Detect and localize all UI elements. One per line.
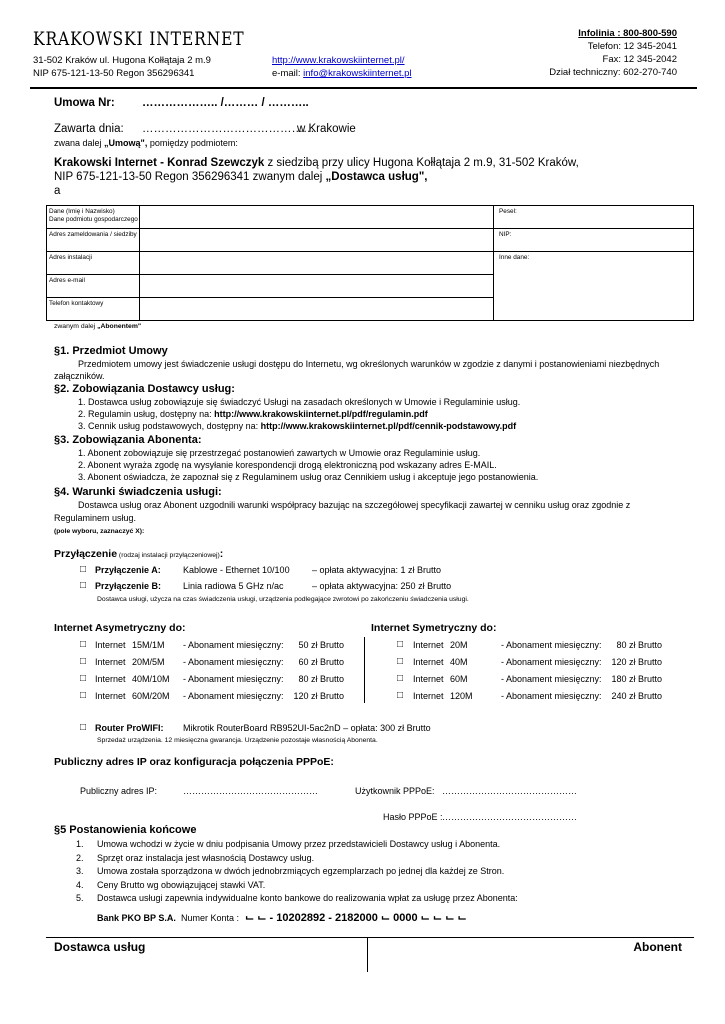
s4-note: (pole wyboru, zaznaczyć X):	[54, 528, 145, 535]
s4-title: §4. Warunki świadczenia usługi:	[54, 486, 222, 498]
provider-ids: NIP 675-121-13-50 Regon 356296341 zwanym dalej	[54, 171, 326, 183]
ip-title: Publiczny adres IP oraz konfiguracja połączenia PPPoE:	[54, 756, 334, 768]
connection-a-desc: Kablowe - Ethernet 10/100	[183, 565, 290, 575]
client-name-label-2: Dane podmiotu gospodarczego	[49, 215, 138, 223]
sym-checkbox-1[interactable]: □	[397, 656, 404, 667]
connection-b-name: Przyłączenie B:	[95, 581, 162, 591]
asym-speed-1: 20M/5M	[132, 657, 165, 667]
phone: Telefon: 12 345-2041	[587, 41, 677, 52]
provider-address: z siedzibą przy ulicy Hugona Kołłątaja 2 m.9, 31-502 Kraków,	[264, 157, 579, 169]
sym-title: Internet Symetryczny do:	[371, 622, 497, 634]
s5-item-text-2: Umowa została sporządzona w dwóch jednobrzmiących egzemplarzach po jednej dla każdej ze Stron.	[97, 866, 505, 876]
asym-price-1: 60 zł Brutto	[298, 657, 344, 667]
packages-divider	[364, 637, 365, 703]
s1-title: §1. Przedmiot Umowy	[54, 345, 168, 357]
sym-price-2: 180 zł Brutto	[611, 674, 662, 684]
s1-text-1: Przedmiotem umowy jest świadczenie usługi dostępu do Internetu, wg określonych warunków w zgodzie z danymi i postanowieniami niezbędnych	[78, 359, 660, 369]
s2-item-3	[78, 421, 516, 431]
sym-price-1: 120 zł Brutto	[611, 657, 662, 667]
s3-item-1: 1. Abonent zobowiązuje się przestrzegać postanowień zawartych w Umowie oraz Regulaminie usług.	[78, 448, 481, 458]
connection-title-text: Przyłączenie	[54, 548, 118, 560]
called-suffix: pomiędzy podmiotem:	[147, 138, 238, 148]
sym-name-3: Internet	[413, 691, 444, 701]
s5-item-text-4: Dostawca usługi zapewnia indywidualne konto bankowe do realizowania wpłat za usługę przez Abonenta:	[97, 893, 518, 903]
asym-price-3: 120 zł Brutto	[293, 691, 344, 701]
account-value: ⌙ ⌙ - 10202892 - 2182000 ⌙ 0000 ⌙ ⌙ ⌙ ⌙	[245, 912, 467, 924]
s3-item-2: 2. Abonent wyraża zgodę na wysyłanie korespondencji drogą elektroniczną pod wskazany adres E-MAIL.	[78, 460, 497, 470]
client-install-address-label: Adres instalacji	[49, 254, 92, 261]
client-pesel-label: Pesel:	[499, 208, 517, 215]
sym-label-1: - Abonament miesięczny:	[501, 657, 602, 667]
asym-speed-3: 60M/20M	[132, 691, 170, 701]
sym-checkbox-2[interactable]: □	[397, 673, 404, 684]
pppoe-user-value[interactable]: ………………………………………	[442, 786, 577, 796]
asym-checkbox-0[interactable]: □	[80, 639, 87, 650]
contract-number-label: Umowa Nr:	[54, 97, 115, 109]
sym-speed-2: 60M	[450, 674, 468, 684]
asym-price-2: 80 zł Brutto	[298, 674, 344, 684]
footer-split	[367, 937, 368, 972]
router-name: Router ProWIFI:	[95, 723, 164, 733]
s2-item-2-prefix: 2. Regulamin usług, dostępny na:	[78, 409, 215, 419]
s2-item-1: 1. Dostawca usług zobowiązuje się świadczyć Usługi na zasadach określonych w Umowie i Regulaminie usług.	[78, 397, 521, 407]
asym-label-2: - Abonament miesięczny:	[183, 674, 284, 684]
asym-checkbox-2[interactable]: □	[80, 673, 87, 684]
contract-date-value: ………………………………………	[142, 123, 315, 135]
pppoe-pass-label: Hasło PPPoE :	[383, 812, 443, 822]
company-logo: KRAKOWSKI INTERNET	[33, 28, 245, 50]
asym-name-1: Internet	[95, 657, 126, 667]
called-prefix: zwana dalej	[54, 138, 105, 148]
client-other-label: Inne dane:	[499, 254, 530, 261]
asym-speed-2: 40M/10M	[132, 674, 170, 684]
regulamin-link[interactable]: http://www.krakowskiinternet.pl/pdf/regulamin.pdf	[214, 409, 428, 419]
s5-item-number-2: 3.	[76, 866, 84, 876]
sym-name-0: Internet	[413, 640, 444, 650]
router-desc: Mikrotik RouterBoard RB952UI-5ac2nD – opłata: 300 zł Brutto	[183, 723, 431, 733]
sym-name-1: Internet	[413, 657, 444, 667]
ip-value[interactable]: ………………………………………	[183, 786, 318, 796]
connection-title	[54, 548, 223, 560]
client-nip-label: NIP:	[499, 231, 512, 238]
contract-called	[54, 138, 238, 148]
contract-and: a	[54, 185, 61, 197]
asym-label-1: - Abonament miesięczny:	[183, 657, 284, 667]
provider-name: Krakowski Internet - Konrad Szewczyk	[54, 157, 265, 169]
sym-speed-0: 20M	[450, 640, 468, 650]
pppoe-user-label: Użytkownik PPPoE:	[355, 786, 435, 796]
footer-client: Abonent	[633, 940, 682, 954]
s2-title: §2. Zobowiązania Dostawcy usług:	[54, 383, 235, 395]
sym-checkbox-0[interactable]: □	[397, 639, 404, 650]
client-called-prefix: zwanym dalej	[54, 323, 98, 330]
s5-title: §5 Postanowienia końcowe	[54, 824, 197, 836]
router-note: Sprzedaż urządzenia. 12 miesięczna gwarancja. Urządzenie pozostaje własnością Abonenta.	[97, 737, 378, 744]
s2-item-3-prefix: 3. Cennik usług podstawowych, dostępny na:	[78, 421, 261, 431]
sym-name-2: Internet	[413, 674, 444, 684]
account-label: Numer Konta :	[181, 913, 240, 923]
provider-line-2	[54, 171, 427, 183]
sym-label-3: - Abonament miesięczny:	[501, 691, 602, 701]
pppoe-pass-value[interactable]: ………………………………………	[442, 812, 577, 822]
connection-a-checkbox[interactable]: □	[80, 564, 87, 575]
contract-number-value: ……………….. /……… / ………..	[142, 97, 309, 109]
client-name-label	[49, 208, 138, 223]
footer-provider: Dostawca usług	[54, 940, 146, 954]
sym-speed-3: 120M	[450, 691, 473, 701]
client-phone-label: Telefon kontaktowy	[49, 300, 104, 307]
s5-item-number-4: 5.	[76, 893, 84, 903]
company-address: 31-502 Kraków ul. Hugona Kołłątaja 2 m.9	[33, 55, 211, 66]
asym-label-3: - Abonament miesięczny:	[183, 691, 284, 701]
asym-name-0: Internet	[95, 640, 126, 650]
sym-label-2: - Abonament miesięczny:	[501, 674, 602, 684]
connection-b-checkbox[interactable]: □	[80, 580, 87, 591]
contract-city: w Krakowie	[297, 123, 356, 135]
asym-label-0: - Abonament miesięczny:	[183, 640, 284, 650]
client-called-name: „Abonentem"	[97, 323, 142, 330]
connection-subtitle: (rodzaj instalacji przyłączeniowej)	[117, 552, 220, 559]
asym-speed-0: 15M/1M	[132, 640, 165, 650]
provider-called: „Dostawca usług",	[325, 171, 428, 183]
s4-text-1: Dostawca usług oraz Abonent uzgodnili warunki współpracy bazując na szczegółowej specyfikacji zawartej w cenniku usług oraz zgodnie z	[78, 500, 631, 510]
s3-title: §3. Zobowiązania Abonenta:	[54, 434, 202, 446]
client-registered-address-label: Adres zameldowania / siedziby	[49, 231, 137, 238]
connection-a-fee: – opłata aktywacyjna: 1 zł Brutto	[312, 565, 442, 575]
client-called	[54, 323, 141, 330]
asym-title: Internet Asymetryczny do:	[54, 622, 186, 634]
asym-checkbox-1[interactable]: □	[80, 656, 87, 667]
connection-b-fee: – opłata aktywacyjna: 250 zł Brutto	[312, 581, 452, 591]
client-email-label: Adres e-mail	[49, 277, 85, 284]
asym-name-2: Internet	[95, 674, 126, 684]
client-data-table	[46, 205, 694, 321]
sym-speed-1: 40M	[450, 657, 468, 667]
header-divider	[30, 87, 697, 89]
sym-label-0: - Abonament miesięczny:	[501, 640, 602, 650]
s5-item-text-0: Umowa wchodzi w życie w dniu podpisania Umowy przez przedstawicieli Dostawcy usług i Abonenta.	[97, 839, 501, 849]
connection-b-desc: Linia radiowa 5 GHz n/ac	[183, 581, 284, 591]
asym-checkbox-3[interactable]: □	[80, 690, 87, 701]
contract-date-label: Zawarta dnia:	[54, 123, 124, 135]
s5-item-text-1: Sprzęt oraz instalacja jest własnością Dostawcy usług.	[97, 852, 315, 863]
provider-line-1	[54, 157, 579, 169]
sym-price-3: 240 zł Brutto	[611, 691, 662, 701]
footer-divider	[46, 937, 694, 938]
s1-text-2: załączników.	[54, 371, 105, 381]
s4-text-2: Regulaminem usług.	[54, 513, 137, 523]
asym-name-3: Internet	[95, 691, 126, 701]
fax: Fax: 12 345-2042	[602, 54, 677, 65]
email-line	[272, 68, 412, 79]
router-checkbox[interactable]: □	[80, 722, 87, 733]
connection-note: Dostawca usługi, użycza na czas świadczenia usługi, urządzenia podlegające zwrotowi po zakończeniu świadczenia usługi.	[97, 596, 469, 603]
cennik-link[interactable]: http://www.krakowskiinternet.pl/pdf/cennik-podstawowy.pdf	[260, 421, 517, 431]
s5-item-number-1: 2.	[76, 852, 84, 863]
email-label: e-mail:	[272, 68, 304, 79]
sym-checkbox-3[interactable]: □	[397, 690, 404, 701]
connection-a-name: Przyłączenie A:	[95, 565, 161, 575]
tech-support: Dział techniczny: 602-270-740	[549, 67, 677, 78]
hotline: Infolinia : 800-800-590	[578, 28, 677, 39]
connection-colon: :	[219, 548, 224, 560]
website-link[interactable]: http://www.krakowskiinternet.pl/	[272, 55, 405, 66]
s3-item-3: 3. Abonent oświadcza, że zapoznał się z Regulaminem usług oraz Cennikiem usług i akceptuje jego postanowienia.	[78, 472, 539, 482]
company-nip-regon: NIP 675-121-13-50 Regon 356296341	[33, 68, 195, 79]
s5-item-number-0: 1.	[76, 839, 84, 849]
ip-label: Publiczny adres IP:	[80, 786, 158, 796]
called-name: „Umową",	[104, 138, 148, 148]
email-link[interactable]: info@krakowskiinternet.pl	[303, 68, 412, 79]
asym-price-0: 50 zł Brutto	[298, 640, 344, 650]
s2-item-2	[78, 409, 428, 419]
client-name-label-1: Dane (Imię i Nazwisko)	[49, 208, 115, 215]
s5-item-number-3: 4.	[76, 879, 84, 890]
bank-name: Bank PKO BP S.A.	[97, 913, 176, 923]
s5-item-text-3: Ceny Brutto wg obowiązującej stawki VAT.	[97, 879, 266, 890]
sym-price-0: 80 zł Brutto	[616, 640, 662, 650]
